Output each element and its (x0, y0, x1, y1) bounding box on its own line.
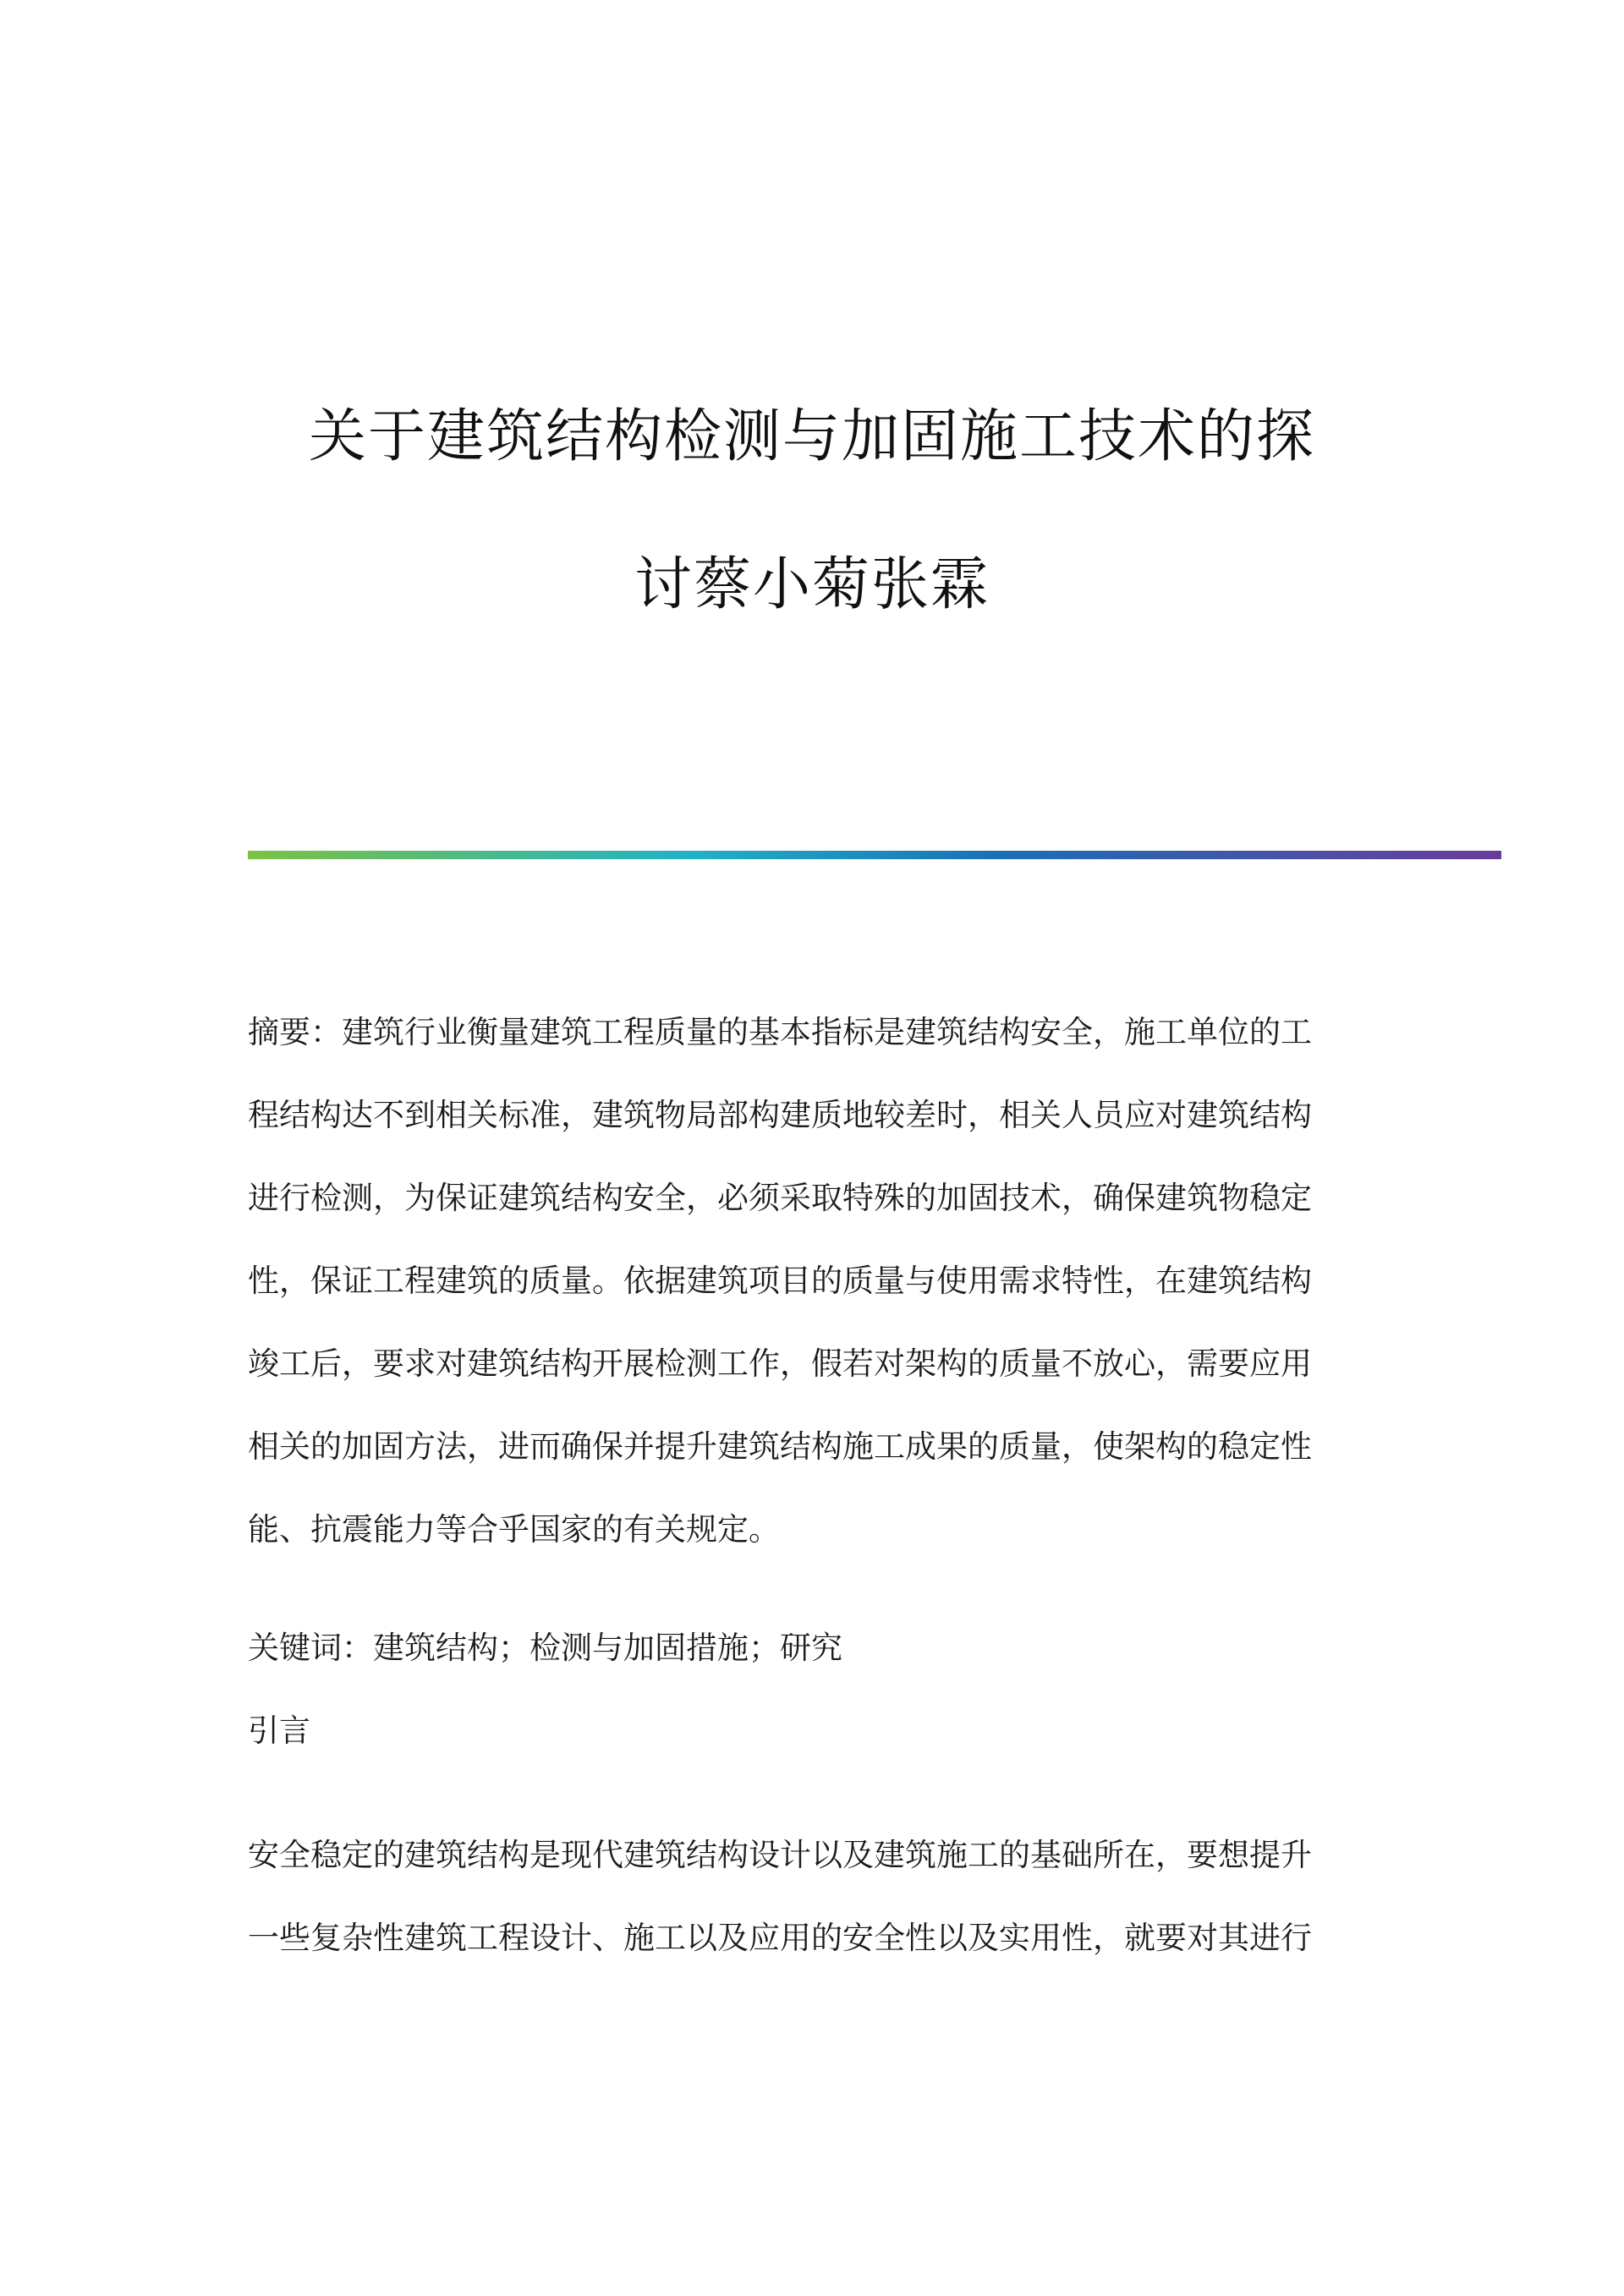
abstract-line: 程结构达不到相关标准，建筑物局部构建质地较差时，相关人员应对建筑结构 (248, 1097, 1312, 1133)
intro-paragraph (248, 1814, 1377, 1980)
intro-line: 一些复杂性建筑工程设计、施工以及应用的安全性以及实用性，就要对其进行 (248, 1920, 1312, 1956)
abstract-line: 摘要：建筑行业衡量建筑工程质量的基本指标是建筑结构安全，施工单位的工 (248, 1014, 1312, 1050)
keywords-line: 关键词：建筑结构；检测与加固措施；研究 (248, 1630, 842, 1666)
intro-heading-text: 引言 (248, 1712, 310, 1749)
document-title-line-2: 讨蔡小菊张霖 (634, 551, 990, 618)
abstract-line: 能、抗震能力等合乎国家的有关规定。 (248, 1511, 780, 1548)
keywords-paragraph (248, 1607, 1377, 1690)
abstract-line: 相关的加固方法，进而确保并提升建筑结构施工成果的质量，使架构的稳定性 (248, 1428, 1312, 1465)
abstract-paragraph (248, 991, 1377, 1571)
document-title-line-1: 关于建筑结构检测与加固施工技术的探 (308, 403, 1315, 470)
abstract-line: 进行检测，为保证建筑结构安全，必须采取特殊的加固技术，确保建筑物稳定 (248, 1180, 1312, 1216)
intro-line: 安全稳定的建筑结构是现代建筑结构设计以及建筑施工的基础所在，要想提升 (248, 1837, 1312, 1873)
abstract-line: 性，保证工程建筑的质量。依据建筑项目的质量与使用需求特性，在建筑结构 (248, 1263, 1312, 1299)
intro-heading (248, 1690, 1377, 1773)
abstract-line: 竣工后，要求对建筑结构开展检测工作，假若对架构的质量不放心，需要应用 (248, 1345, 1312, 1382)
gradient-divider (248, 851, 1501, 859)
